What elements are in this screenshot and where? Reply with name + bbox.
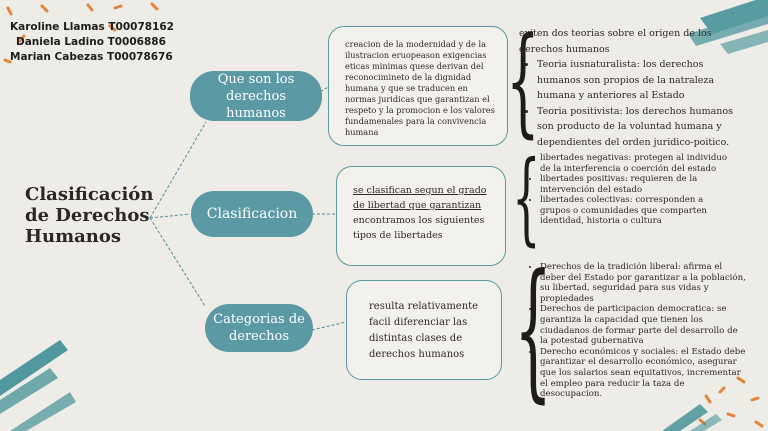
list-item: • libertades negativas: protegen al individuo de la interferencia o coerción del estado [540,153,736,174]
clasificacion-text [353,183,497,243]
curly-brace: { [512,139,541,256]
author-name: Marian Cabezas T00078676 [10,51,173,63]
list-item: • Derechos de la tradición liberal: afirma el deber del Estado por garantizar a la población, su libertad, seguridad para sus vidas y propiedades [540,262,748,304]
branch-clasificacion-label: Clasificacion [206,205,298,222]
theories-intro: exiten dos teorias sobre el origen de los derechos humanos [519,28,712,55]
theories-list [519,57,733,150]
main-title: Clasificación de Derechos Humanos [25,184,154,247]
teal-brush-decoration-bottom-right [662,404,722,431]
theories-block [519,26,733,150]
clasificacion-rest-text: encontramos los siguientes tipos de libertades [353,215,485,241]
list-item: • Derechos de participacion democratica: se garantiza la capacidad que tienen los ciudadanos de formar parte del desarrollo de la potestad gubernativa [540,304,748,346]
definition-text: creacion de la modernidad y de la ilustracion eruopeason exigencias eticas minimas quese derivan del reconocimineto de la dignidad humana y que se traducen en normas juridicas que garantizan el respeto y la promocion e los valores fundamenales para la convivencia humana [345,39,495,137]
libertades-list [526,153,736,227]
clasificacion-underlined-text: se clasifican segun el grado de libertad que garantizan [353,185,487,211]
branch-categorias-label: Categorias de derechos [213,312,305,344]
categorias-list [528,262,748,400]
list-item: • Teoria iusnaturalista: los derechos humanos son propios de la natraleza humana y anteriores al Estado [537,57,733,104]
curly-brace: { [514,243,553,417]
curly-brace: { [506,11,540,149]
branch-clasificacion-pill [191,191,313,237]
clasificacion-box [336,166,506,266]
branch-que-son-pill [190,71,322,121]
author-name: Karoline Llamas T00078162 [10,21,174,33]
categorias-box [346,280,502,380]
author-name: Daniela Ladino T0006886 [16,36,166,48]
categorias-text: resulta relativamente facil diferenciar las distintas clases de derechos humanos [369,301,479,360]
list-item: • Teoria positivista: los derechos humanos son producto de la voluntad humana y dependientes del orden juridico-poitico. [537,104,733,151]
authors-list [10,20,190,65]
list-item: • Derecho económicos y sociales: el Estado debe garantizar el desarrollo económico, asegurar que los salarios sean equitativos, incrementar el empleo para reducir la taza de desocupacion. [540,347,748,400]
branch-que-son-label: Que son los derechos humanos [217,71,295,121]
branch-categorias-pill [205,304,313,352]
definition-box [328,26,508,146]
list-item: • libertades colectivas: corresponden a grupos o comunidades que comparten identidad, historia o cultura [540,195,736,227]
list-item: • libertades positivas: requieren de la intervención del estado [540,174,736,195]
teal-brush-decoration-bottom-left [0,340,76,431]
